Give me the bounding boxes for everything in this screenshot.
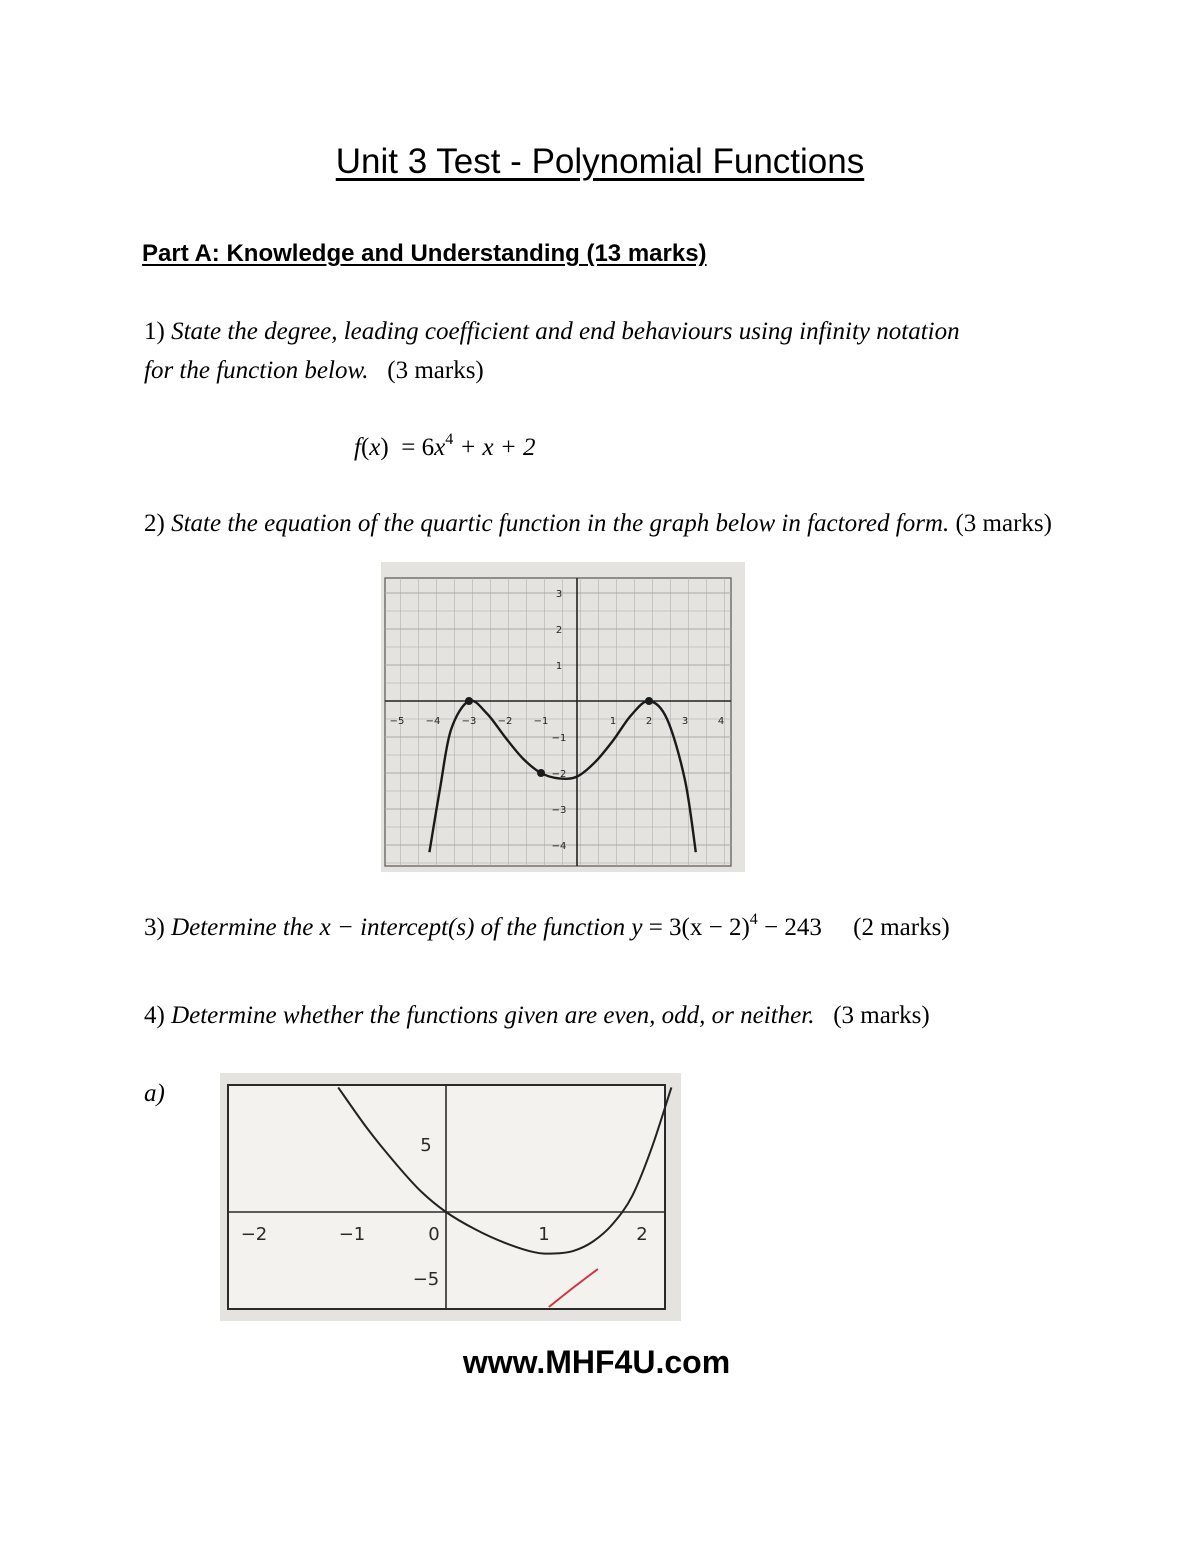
formula-x: x (369, 434, 381, 461)
footer-url: www.MHF4U.com (462, 1344, 731, 1380)
marked-point (465, 697, 473, 705)
x-tick-label: −1 (533, 716, 549, 727)
question-1-marks: (3 marks) (387, 357, 484, 384)
quartic-graph (381, 562, 745, 872)
formula-eq: = 6 (401, 434, 435, 461)
x-tick-label: −4 (425, 716, 441, 727)
x-tick-label: −2 (240, 1224, 268, 1245)
question-4a-label: a) (144, 1080, 165, 1107)
question-1-formula: $f(x) = 6x^4 + x + 2$ (354, 431, 536, 461)
question-3-equation: = 3(x − 2) (648, 914, 750, 941)
marked-point (645, 697, 653, 705)
x-tick-label: −1 (338, 1224, 366, 1245)
x-tick-label: 2 (636, 1224, 648, 1245)
x-tick-label: −2 (497, 716, 513, 727)
question-3-tail: − 243 (764, 914, 822, 941)
x-tick-label: 2 (645, 716, 653, 727)
page-title: Unit 3 Test - Polynomial Functions (335, 142, 865, 181)
function-a-graph (220, 1073, 681, 1321)
x-tick-label: 0 (428, 1224, 440, 1245)
formula-exponent: 4 (445, 431, 454, 448)
question-4-number: 4) (144, 1002, 165, 1029)
formula-var: x (434, 434, 446, 461)
question-2-text: State the equation of the quartic function in the graph below in factored form. (171, 510, 950, 537)
formula-f: f (354, 434, 361, 461)
y-tick-label: −2 (551, 769, 567, 780)
y-tick-label: −4 (551, 841, 567, 852)
question-1-number: 1) (144, 318, 165, 345)
question-1-text-line-2: for the function below. (144, 357, 369, 384)
question-3-marks: (2 marks) (853, 914, 950, 941)
question-4-text: Determine whether the functions given are even, odd, or neither. (171, 1002, 815, 1029)
question-4 (144, 1002, 930, 1030)
question-1-text-line-1: State the degree, leading coefficient and end behaviours using infinity notation (171, 318, 960, 345)
question-4-marks: (3 marks) (833, 1002, 930, 1029)
y-tick-label: 1 (555, 661, 563, 672)
marked-point (537, 769, 545, 777)
y-tick-label: −5 (412, 1269, 440, 1290)
x-tick-label: 1 (538, 1224, 550, 1245)
x-tick-label: 1 (609, 716, 617, 727)
y-tick-label: −1 (551, 733, 567, 744)
question-1-line-2 (144, 357, 484, 385)
part-heading: Part A: Knowledge and Understanding (13 marks) (142, 240, 707, 267)
question-3 (144, 911, 950, 942)
y-tick-label: 2 (555, 625, 563, 636)
x-tick-label: −3 (461, 716, 477, 727)
question-1-line-1 (144, 318, 960, 346)
y-tick-label: 3 (555, 589, 563, 600)
question-3-number: 3) (144, 914, 165, 941)
x-tick-label: −5 (389, 716, 405, 727)
y-tick-label: −3 (551, 805, 567, 816)
question-3-text: Determine the x − intercept(s) of the function y (171, 914, 643, 941)
question-2-number: 2) (144, 510, 165, 537)
formula-rest: + x + 2 (459, 434, 536, 461)
x-tick-label: 4 (717, 716, 725, 727)
x-tick-label: 3 (681, 716, 689, 727)
question-2 (144, 510, 1052, 538)
y-tick-label: 5 (420, 1135, 432, 1156)
question-3-exponent: 4 (749, 911, 758, 928)
question-2-marks: (3 marks) (955, 510, 1052, 537)
